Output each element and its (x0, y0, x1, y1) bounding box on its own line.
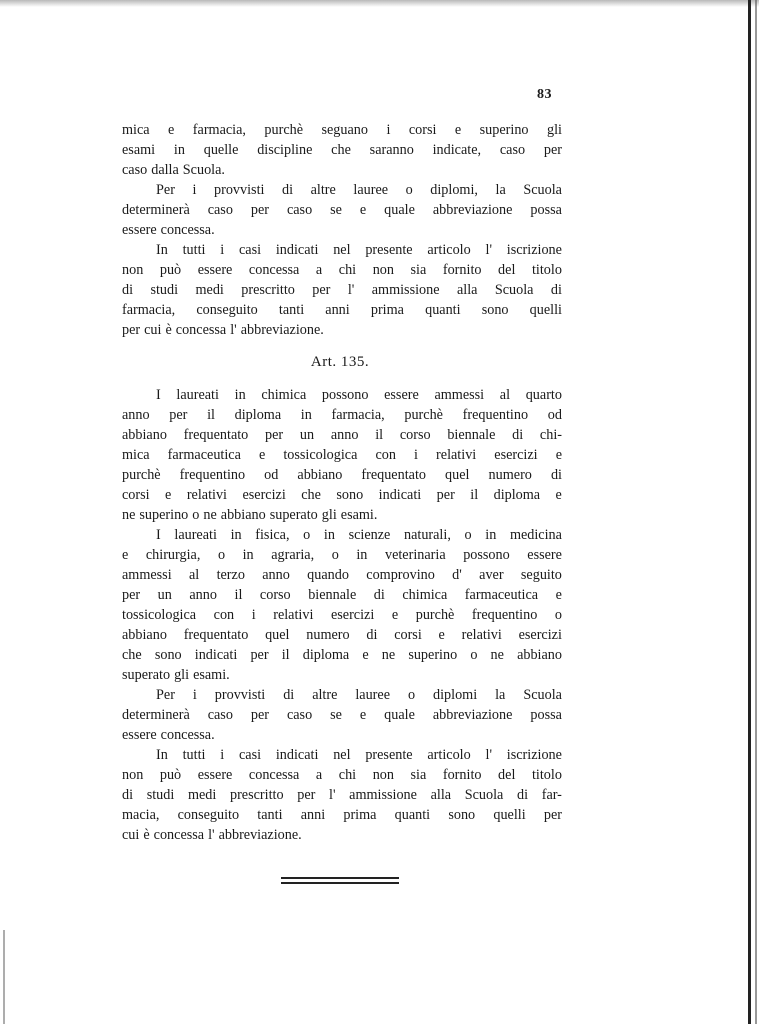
text-line: macia, conseguito tanti anni prima quanti sono quelli per (122, 807, 562, 823)
text-line: mica farmaceutica e tossicologica con i relativi esercizi e (122, 447, 562, 463)
page-number: 83 (537, 87, 552, 102)
text-line: Per i provvisti di altre lauree o diplomi la Scuola (156, 687, 562, 703)
text-line: ammessi al terzo anno quando comprovino d' aver seguito (122, 567, 562, 583)
end-rule-top (281, 877, 399, 879)
text-line: e chirurgia, o in agraria, o in veterinaria possono essere (122, 547, 562, 563)
text-line: abbiano frequentato quel numero di corsi e relativi esercizi (122, 627, 562, 643)
text-line: essere concessa. (122, 222, 215, 238)
text-line: determinerà caso per caso se e quale abbreviazione possa (122, 707, 562, 723)
text-line: per un anno il corso biennale di chimica farmaceutica e (122, 587, 562, 603)
text-line: cui è concessa l' abbreviazione. (122, 827, 302, 843)
text-line: In tutti i casi indicati nel presente articolo l' iscrizione (156, 747, 562, 763)
text-line: superato gli esami. (122, 667, 230, 683)
text-line: I laureati in chimica possono essere ammessi al quarto (156, 387, 562, 403)
text-line: ne superino o ne abbiano superato gli esami. (122, 507, 378, 523)
text-line: essere concessa. (122, 727, 215, 743)
text-line: purchè frequentino od abbiano frequentato quel numero di (122, 467, 562, 483)
scan-left-edge (3, 930, 5, 1024)
text-line: In tutti i casi indicati nel presente articolo l' iscrizione (156, 242, 562, 258)
scan-right-edge (748, 0, 751, 1024)
text-line: farmacia, conseguito tanti anni prima quanti sono quelli (122, 302, 562, 318)
text-line: determinerà caso per caso se e quale abbreviazione possa (122, 202, 562, 218)
text-line: di studi medi prescritto per l' ammissione alla Scuola di far- (122, 787, 562, 803)
text-line: esami in quelle discipline che saranno indicate, caso per (122, 142, 562, 158)
text-line: tossicologica con i relativi esercizi e purchè frequentino o (122, 607, 562, 623)
text-line: anno per il diploma in farmacia, purchè frequentino od (122, 407, 562, 423)
scan-top-edge (0, 0, 759, 7)
text-line: abbiano frequentato per un anno il corso biennale di chi- (122, 427, 562, 443)
text-block-1 (122, 120, 562, 340)
text-line: corsi e relativi esercizi che sono indicati per il diploma e (122, 487, 562, 503)
text-line: caso dalla Scuola. (122, 162, 225, 178)
text-line: che sono indicati per il diploma e ne superino o ne abbiano (122, 647, 562, 663)
text-line: di studi medi prescritto per l' ammissione alla Scuola di (122, 282, 562, 298)
text-block-2 (122, 385, 562, 845)
text-line: I laureati in fisica, o in scienze naturali, o in medicina (156, 527, 562, 543)
text-line: Per i provvisti di altre lauree o diplomi, la Scuola (156, 182, 562, 198)
text-line: mica e farmacia, purchè seguano i corsi e superino gli (122, 122, 562, 138)
scan-right-edge-outer (755, 0, 757, 1024)
article-heading: Art. 135. (310, 354, 370, 370)
text-line: non può essere concessa a chi non sia fornito del titolo (122, 767, 562, 783)
end-rule-bottom (281, 882, 399, 884)
text-line: per cui è concessa l' abbreviazione. (122, 322, 324, 338)
text-line: non può essere concessa a chi non sia fornito del titolo (122, 262, 562, 278)
